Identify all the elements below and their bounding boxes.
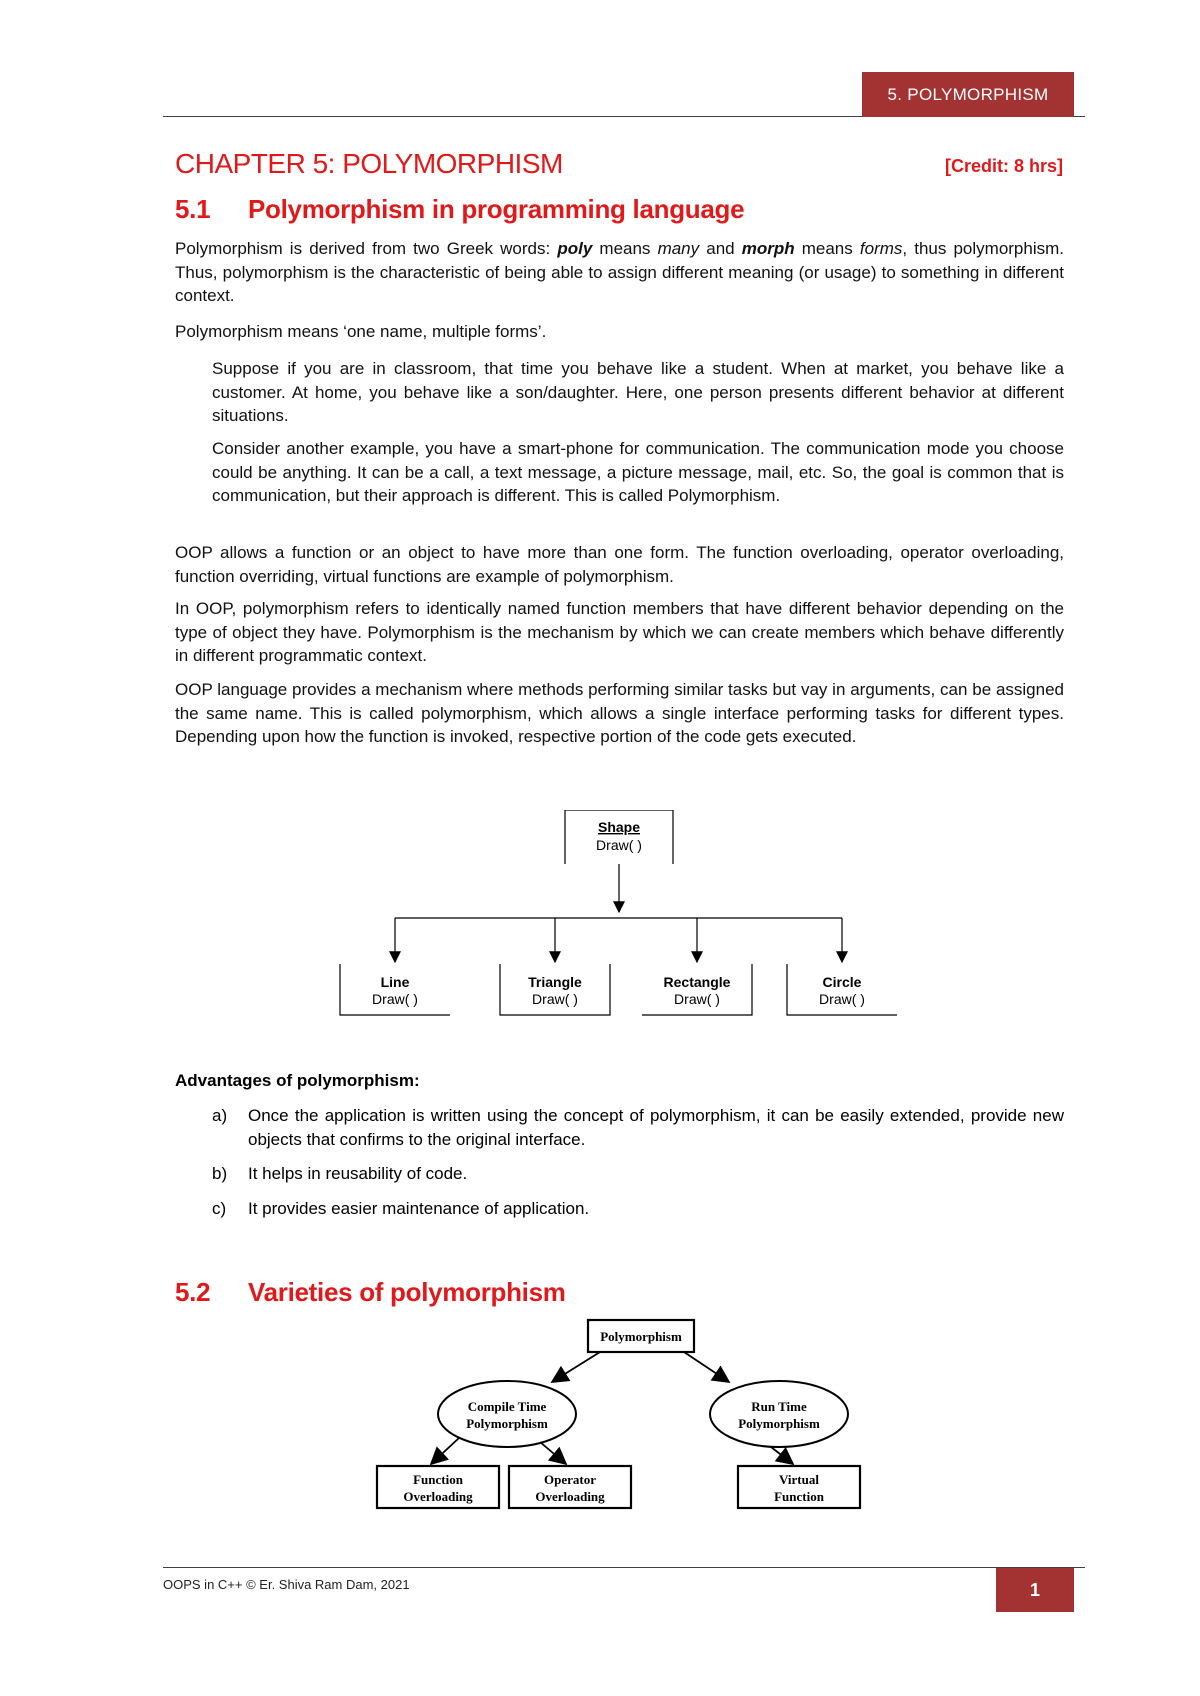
section-5-2-heading (175, 1277, 566, 1308)
paragraph-oop-members: In OOP, polymorphism refers to identically named function members that have different behavior depending on the type of object they have. Polymorphism is the mechanism by which we can create members which behave differently in different programmatic context. (175, 599, 1064, 665)
footer-rule (163, 1567, 1085, 1568)
shape-root-method: Draw( ) (596, 837, 642, 853)
virtual-function-box (738, 1466, 860, 1508)
class-name: Rectangle (663, 974, 731, 990)
page-number: 1 (996, 1568, 1074, 1612)
advantage-text: Once the application is written using the concept of polymorphism, it can be easily extended, provide new objects that confirms to the original interface. (248, 1106, 1064, 1149)
text-run: means (794, 239, 860, 258)
paragraph-example-1: Suppose if you are in classroom, that time you behave like a student. When at market, you behave like a customer. At home, you behave like a son/daughter. Here, one person presents different behavior at different situations. (212, 359, 1064, 425)
advantages-heading: Advantages of polymorphism: (175, 1071, 420, 1090)
class-box-triangle (500, 964, 610, 1015)
text-run: Polymorphism is derived from two Greek words: (175, 239, 558, 258)
class-box-line (340, 964, 450, 1015)
root-box (588, 1320, 694, 1352)
class-method: Draw( ) (532, 991, 578, 1007)
text-run: , thus polymorphism. Thus, polymorphism is the characteristic of being able to assign different meaning (or usage) to something in different context. (175, 239, 1065, 305)
class-method: Draw( ) (372, 991, 418, 1007)
list-marker: b) (212, 1164, 228, 1183)
paragraph-example-2: Consider another example, you have a smart-phone for communication. The communication mode you choose could be anything. It can be a call, a text message, a picture message, mail, etc. So, the goal is common that is communication, but their approach is different. This is called Polymorphism. (212, 439, 1064, 505)
class-name: Line (380, 974, 410, 990)
footer-copyright: OOPS in C++ © Er. Shiva Ram Dam, 2021 (163, 1577, 410, 1592)
term-morph: morph (741, 239, 795, 258)
arrow-to-function-overloading (431, 1438, 459, 1464)
virtual-function-line-2: Function (774, 1489, 824, 1504)
section-title: Varieties of polymorphism (248, 1277, 566, 1307)
shape-root-box (565, 810, 673, 864)
run-time-line-1: Run Time (751, 1399, 807, 1414)
class-name: Triangle (528, 974, 582, 990)
compile-time-ellipse (438, 1381, 576, 1447)
text-run: and (699, 239, 742, 258)
term-forms: forms (859, 239, 903, 258)
polymorphism-varieties-diagram (375, 1318, 865, 1518)
compile-time-line-2: Polymorphism (466, 1416, 548, 1431)
arrow-to-virtual-function (771, 1447, 793, 1464)
chapter-title: CHAPTER 5: POLYMORPHISM (175, 148, 563, 179)
arrow-to-operator-overloading (540, 1442, 566, 1464)
section-5-1-heading (175, 194, 744, 225)
shape-hierarchy-diagram (330, 810, 920, 1020)
operator-overloading-line-2: Overloading (535, 1489, 605, 1504)
list-marker: c) (212, 1199, 227, 1218)
advantage-item (212, 1104, 1064, 1151)
function-overloading-line-1: Function (413, 1472, 463, 1487)
chapter-badge: 5. POLYMORPHISM (862, 72, 1074, 117)
term-many: many (657, 239, 700, 258)
class-method: Draw( ) (674, 991, 720, 1007)
chapter-heading (175, 148, 1063, 184)
operator-overloading-box (509, 1466, 631, 1508)
arrow-to-run-time (684, 1352, 729, 1382)
compile-time-line-1: Compile Time (467, 1399, 547, 1414)
arrow-to-compile-time (552, 1352, 600, 1382)
shape-root-name: Shape (597, 819, 641, 835)
class-method: Draw( ) (819, 991, 865, 1007)
class-box-circle (787, 964, 897, 1015)
run-time-line-2: Polymorphism (738, 1416, 820, 1431)
section-title: Polymorphism in programming language (248, 194, 745, 224)
function-overloading-box (377, 1466, 499, 1508)
class-box-rectangle (642, 964, 752, 1015)
advantage-text: It helps in reusability of code. (248, 1164, 468, 1183)
section-number: 5.2 (175, 1277, 211, 1307)
advantage-text: It provides easier maintenance of application. (248, 1199, 590, 1218)
class-name: Circle (822, 974, 862, 990)
paragraph-oop-mechanism: OOP language provides a mechanism where methods performing similar tasks but vay in arguments, can be assigned the same name. This is called polymorphism, which allows a single interface performing tasks for different types. Depending upon how the function is invoked, respective portion of the code gets executed. (175, 680, 1064, 746)
paragraph-oop-forms: OOP allows a function or an object to have more than one form. The function overloading, operator overloading, function overriding, virtual functions are example of polymorphism. (175, 543, 1064, 586)
list-marker: a) (212, 1106, 228, 1125)
section-number: 5.1 (175, 194, 211, 224)
paragraph-meaning: Polymorphism means ‘one name, multiple forms’. (175, 322, 547, 341)
term-poly: poly (557, 239, 593, 258)
text-run: means (592, 239, 658, 258)
run-time-ellipse (710, 1381, 848, 1447)
advantage-item (212, 1197, 1064, 1221)
root-label: Polymorphism (600, 1329, 682, 1344)
chapter-credit: [Credit: 8 hrs] (944, 156, 1063, 176)
paragraph-definition (175, 237, 1064, 308)
function-overloading-line-2: Overloading (403, 1489, 473, 1504)
advantage-item (212, 1162, 1064, 1186)
virtual-function-line-1: Virtual (779, 1472, 819, 1487)
operator-overloading-line-1: Operator (544, 1472, 596, 1487)
